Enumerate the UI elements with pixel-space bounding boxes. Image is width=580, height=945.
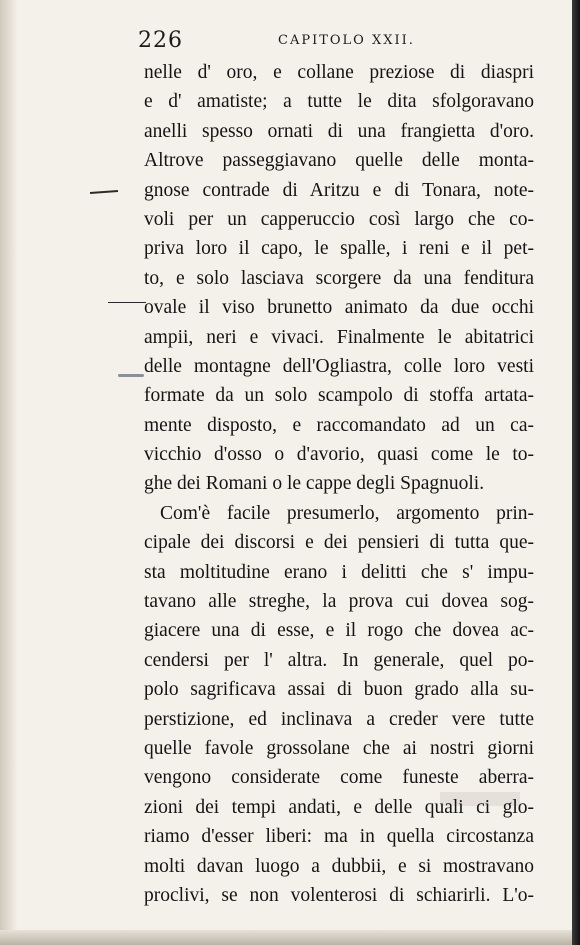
text-line: zioni dei tempi andati, e delle quali ci glo- [144, 796, 534, 818]
page-bottom-edge [0, 930, 572, 945]
book-fore-edge [572, 0, 580, 945]
text-line: perstizione, ed inclinava a creder vere tutte [144, 708, 534, 730]
margin-pencil-mark [90, 190, 118, 194]
text-line: Altrove passeggiavano quelle delle monta- [144, 150, 534, 172]
running-head: CAPITOLO XXII. [278, 33, 415, 48]
text-line: to, e solo lasciava scorgere da una fenditura [144, 267, 534, 289]
text-line: vicchio d'osso o d'avorio, quasi come le to- [144, 444, 534, 466]
text-line: giacere una di esse, e il rogo che dovea ac- [144, 620, 534, 642]
text-line: sta moltitudine erano i delitti che s' impu- [144, 561, 534, 583]
text-line: delle montagne dell'Ogliastra, colle loro vesti [144, 355, 534, 377]
text-line: gnose contrade di Aritzu e di Tonara, note- [144, 179, 534, 201]
paragraph-start-line: Com'è facile presumerlo, argomento prin- [160, 502, 534, 524]
text-line: cendersi per l' altra. In generale, quel po- [144, 649, 534, 671]
text-line: riamo d'esser liberi: ma in quella circostanza [144, 826, 534, 848]
text-line: ovale il viso brunetto animato da due occhi [144, 297, 534, 319]
margin-ink-smudge [118, 374, 144, 377]
text-line: ghe dei Romani o le cappe degli Spagnuoli. [144, 473, 485, 495]
text-line: quelle favole grossolane che ai nostri giorni [144, 737, 534, 759]
page-header [138, 28, 518, 58]
text-line: mente disposto, e raccomandato ad un ca- [144, 414, 534, 436]
text-line: cipale dei discorsi e dei pensieri di tutta que- [144, 532, 534, 554]
text-line: polo sagrificava assai di buon grado alla su- [144, 679, 534, 701]
text-line: nelle d' oro, e collane preziose di diaspri [144, 62, 534, 83]
text-line: vengono considerate come funeste aberra- [144, 767, 534, 789]
text-line: ampii, neri e vivaci. Finalmente le abitatrici [144, 326, 534, 348]
margin-underline-mark [108, 302, 146, 303]
gutter-shadow [0, 0, 18, 945]
text-line: proclivi, se non volenterosi di schiarirli. L'o- [144, 884, 534, 906]
text-line: priva loro il capo, le spalle, i reni e il pet- [144, 238, 534, 260]
text-line: molti davan luogo a dubbii, e si mostravano [144, 855, 534, 877]
text-line: formate da un solo scampolo di stoffa artata- [144, 385, 534, 407]
text-line: tavano alle streghe, la prova cui dovea sog- [144, 591, 534, 613]
text-line: voli per un capperuccio così largo che co- [144, 208, 534, 230]
body-text [144, 58, 534, 910]
text-line: e d' amatiste; a tutte le dita sfolgoravano [144, 91, 534, 113]
text-line: anelli spesso ornati di una frangietta d'oro. [144, 120, 534, 142]
page-number: 226 [138, 28, 183, 53]
